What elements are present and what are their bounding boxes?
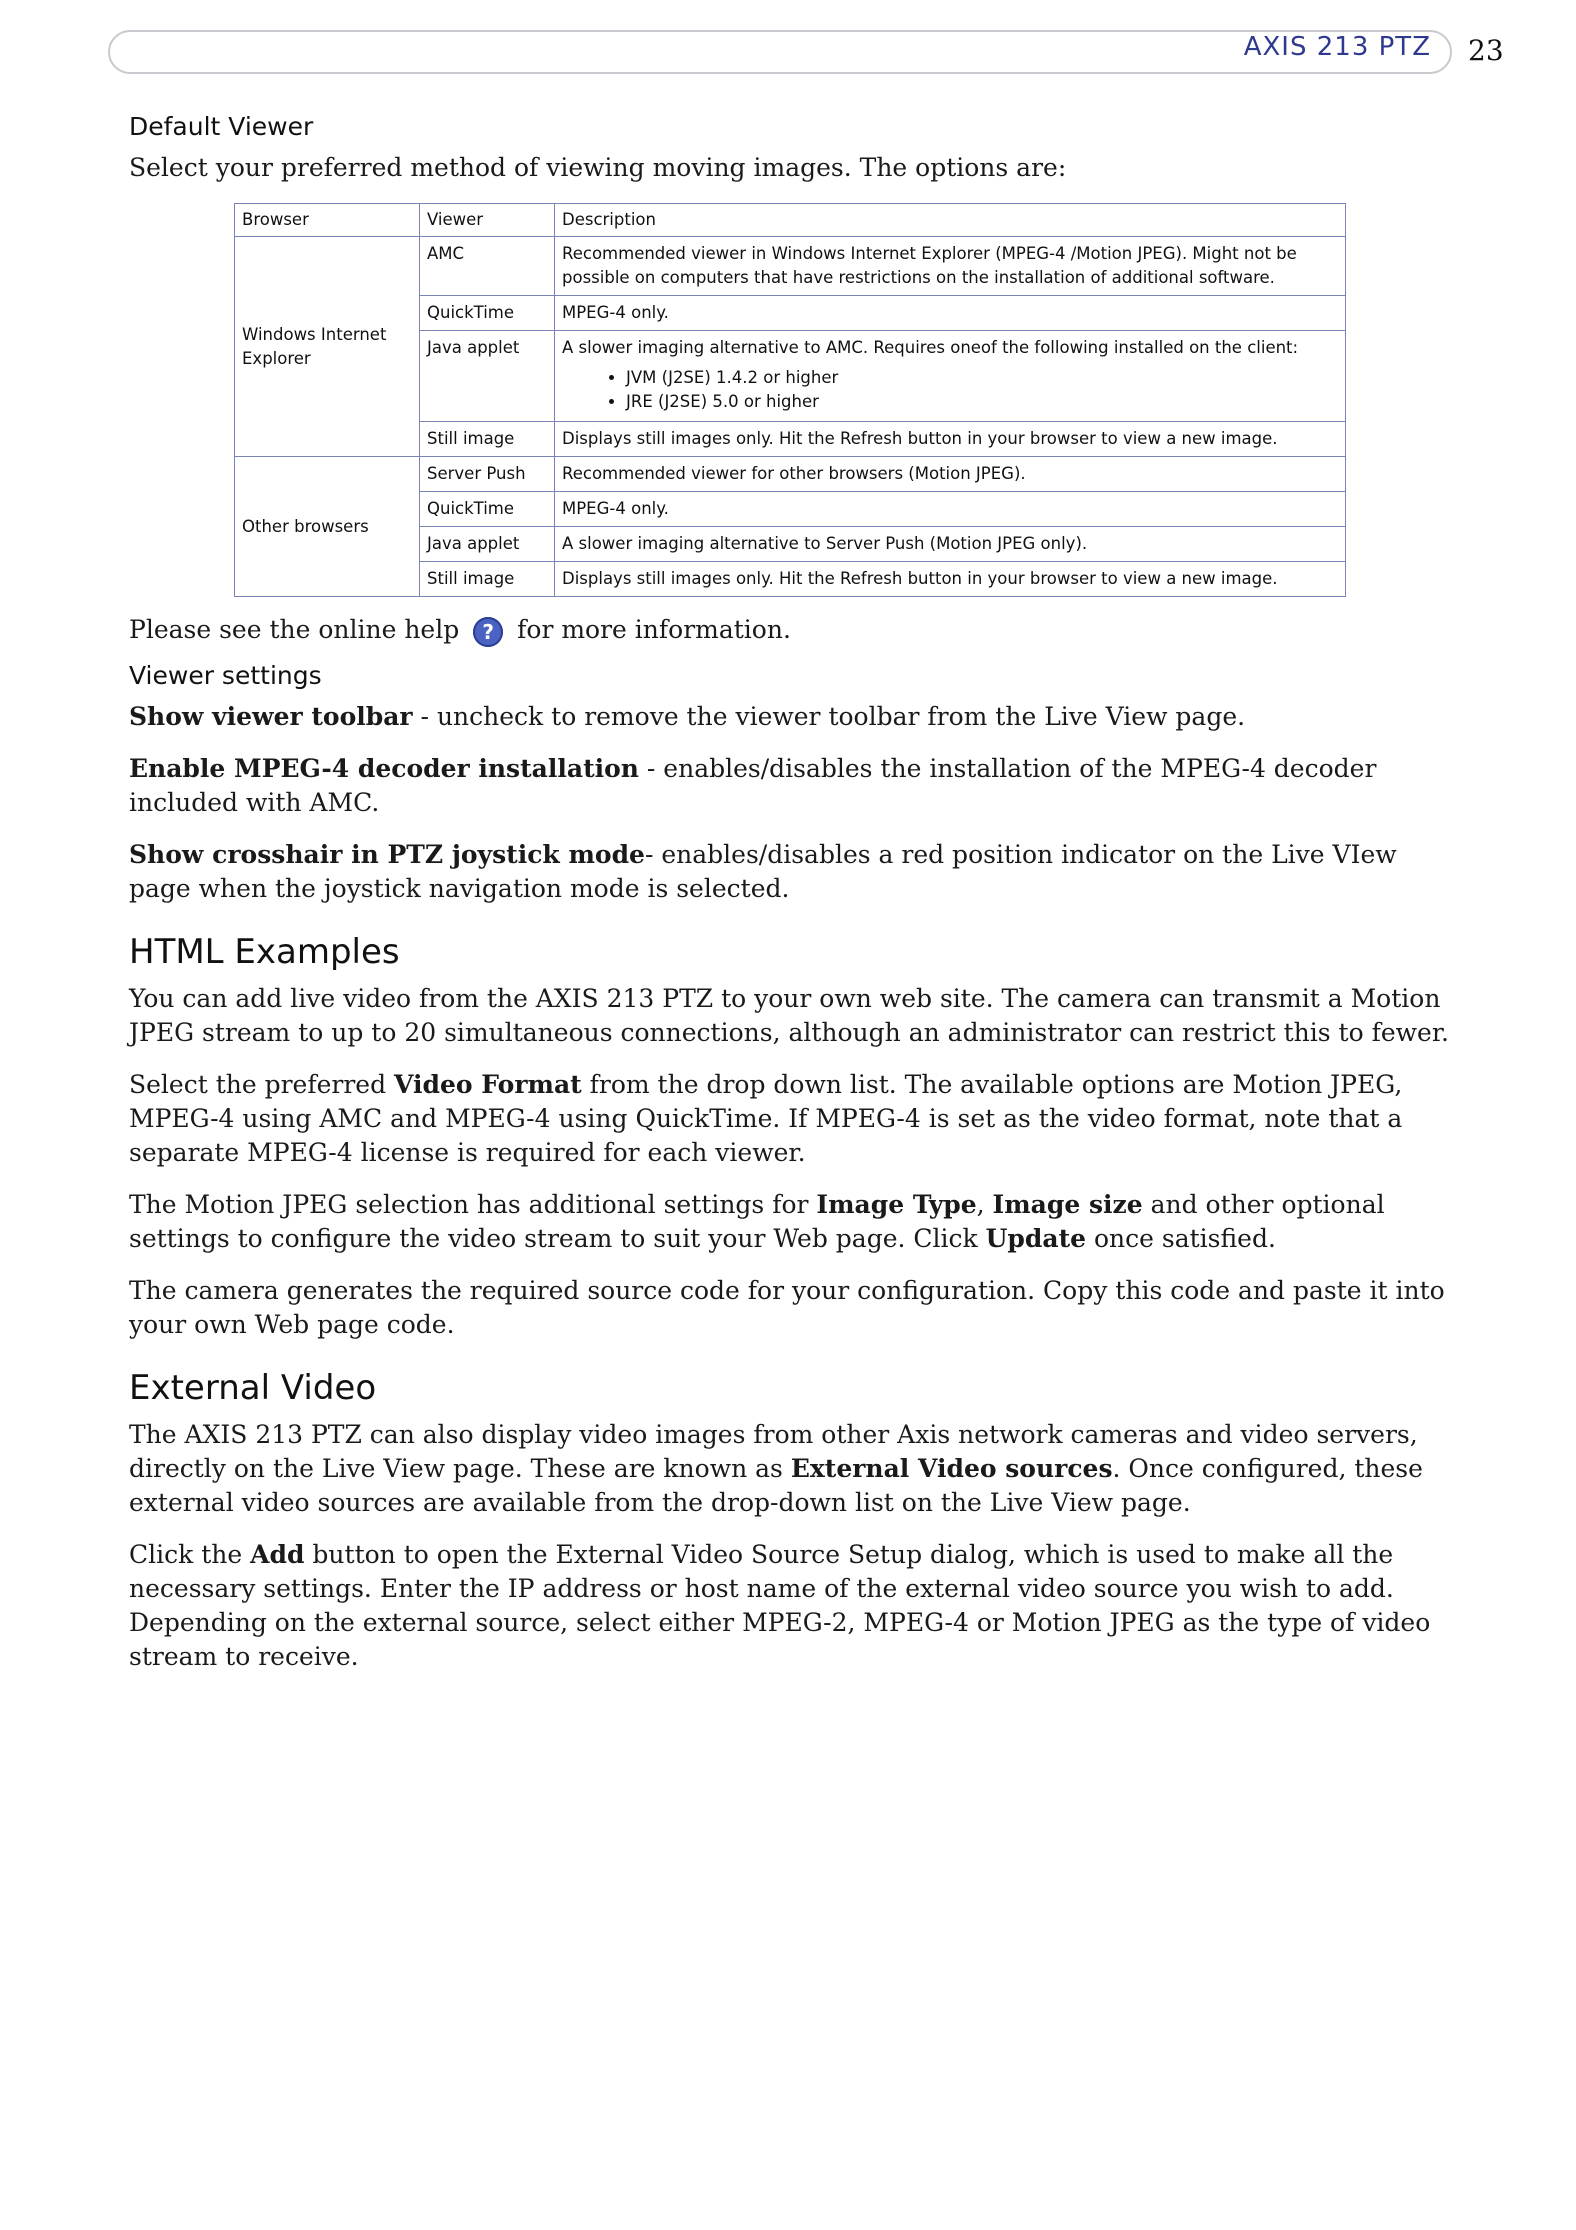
list-item: • JRE (J2SE) 5.0 or higher: [626, 390, 1338, 414]
text-run: and other optional settings to configure the video stream to suit your Web page. Click: [129, 1190, 1385, 1253]
col-header-description: Description: [555, 204, 1346, 237]
requirements-list: [562, 366, 1338, 414]
setting-text: - enables/disables a red position indicator on the Live VIew page when the joystick navigation mode is selected.: [129, 840, 1397, 903]
default-viewer-intro: Select your preferred method of viewing moving images. The options are:: [129, 153, 1067, 182]
viewer-settings-heading: Viewer settings: [129, 661, 322, 690]
description-cell: MPEG-4 only.: [555, 296, 1346, 331]
product-name: AXIS 213 PTZ: [1243, 32, 1431, 62]
table-row: [235, 237, 1346, 296]
html-examples-paragraph: You can add live video from the AXIS 213 PTZ to your own web site. The camera can transmit a Motion JPEG stream to up to 20 simultaneous connections, although an administrator can restrict this to fewer.: [129, 984, 1449, 1047]
description-cell: Displays still images only. Hit the Refresh button in your browser to view a new image.: [555, 422, 1346, 457]
description-cell: Displays still images only. Hit the Refresh button in your browser to view a new image.: [555, 562, 1346, 597]
viewer-cell: Server Push: [420, 457, 555, 492]
default-viewer-heading: Default Viewer: [129, 112, 314, 141]
viewer-cell: QuickTime: [420, 296, 555, 331]
update-term: Update: [985, 1224, 1087, 1253]
setting-paragraph: [129, 700, 1454, 734]
setting-text: - uncheck to remove the viewer toolbar from the Live View page.: [412, 702, 1246, 731]
setting-term: Show crosshair in PTZ joystick mode: [129, 840, 645, 869]
description-cell: Recommended viewer in Windows Internet Explorer (MPEG-4 /Motion JPEG). Might not be possible on computers that have restrictions on the installation of additional software.: [555, 237, 1346, 296]
viewer-cell: AMC: [420, 237, 555, 296]
text-run: from the drop down list. The available options are Motion JPEG, MPEG-4 using AMC and MPEG-4 using QuickTime. If MPEG-4 is set as the video format, note that a separate MPEG-4 license is required for each viewer.: [129, 1070, 1403, 1167]
html-examples-paragraph: [129, 1068, 1454, 1170]
html-examples-heading: HTML Examples: [129, 932, 400, 972]
browser-cell: Other browsers: [235, 457, 420, 597]
table-row: [235, 457, 1346, 492]
viewer-cell: Java applet: [420, 331, 555, 422]
description-cell: Recommended viewer for other browsers (Motion JPEG).: [555, 457, 1346, 492]
text-run: The AXIS 213 PTZ can also display video images from other Axis network cameras and video servers, directly on the Live View page. These are known as: [129, 1420, 1418, 1483]
external-video-paragraph: [129, 1418, 1454, 1520]
add-term: Add: [250, 1540, 305, 1569]
list-item: • JVM (J2SE) 1.4.2 or higher: [626, 366, 1338, 390]
text-run: ,: [976, 1190, 993, 1219]
html-examples-paragraph: The camera generates the required source code for your configuration. Copy this code and paste it into your own Web page code.: [129, 1276, 1445, 1339]
description-text: A slower imaging alternative to AMC. Requires oneof the following installed on the client:: [562, 338, 1299, 357]
video-format-term: Video Format: [394, 1070, 582, 1099]
setting-paragraph: [129, 752, 1454, 820]
text-run: Click the: [129, 1540, 251, 1569]
text-run: once satisfied.: [1086, 1224, 1276, 1253]
text-run: . Once configured, these external video sources are available from the drop-down list on the Live View page.: [129, 1454, 1423, 1517]
help-text-before: Please see the online help: [129, 615, 460, 644]
help-text-after: for more information.: [517, 615, 791, 644]
external-video-paragraph: [129, 1538, 1454, 1674]
setting-term: Show viewer toolbar: [129, 702, 413, 731]
description-cell: A slower imaging alternative to Server Push (Motion JPEG only).: [555, 527, 1346, 562]
text-run: Select the preferred: [129, 1070, 395, 1099]
text-run: The Motion JPEG selection has additional settings for: [129, 1190, 817, 1219]
setting-paragraph: [129, 838, 1454, 906]
text-run: button to open the External Video Source Setup dialog, which is used to make all the necessary settings. Enter the IP address or host name of the external video source you wish to add. Depending on the external source, select either MPEG-2, MPEG-4 or Motion JPEG as the type of video stream to receive.: [129, 1540, 1431, 1671]
image-size-term: Image size: [992, 1190, 1143, 1219]
external-video-heading: External Video: [129, 1368, 377, 1408]
online-help-line: [129, 613, 1454, 647]
viewer-cell: QuickTime: [420, 492, 555, 527]
setting-term: Enable MPEG-4 decoder installation: [129, 754, 639, 783]
description-cell: [555, 331, 1346, 422]
viewer-cell: Still image: [420, 422, 555, 457]
browser-cell: Windows Internet Explorer: [235, 237, 420, 457]
external-video-sources-term: External Video sources: [790, 1454, 1113, 1483]
viewer-options-table: [234, 203, 1346, 597]
image-type-term: Image Type: [816, 1190, 977, 1219]
table-header-row: [235, 204, 1346, 237]
page-content: [129, 112, 1454, 1692]
col-header-browser: Browser: [235, 204, 420, 237]
page-number: 23: [1468, 34, 1504, 67]
help-icon: ?: [473, 617, 503, 647]
viewer-cell: Still image: [420, 562, 555, 597]
html-examples-paragraph: [129, 1188, 1454, 1256]
col-header-viewer: Viewer: [420, 204, 555, 237]
setting-text: - enables/disables the installation of the MPEG-4 decoder included with AMC.: [129, 754, 1377, 817]
viewer-cell: Java applet: [420, 527, 555, 562]
description-cell: MPEG-4 only.: [555, 492, 1346, 527]
